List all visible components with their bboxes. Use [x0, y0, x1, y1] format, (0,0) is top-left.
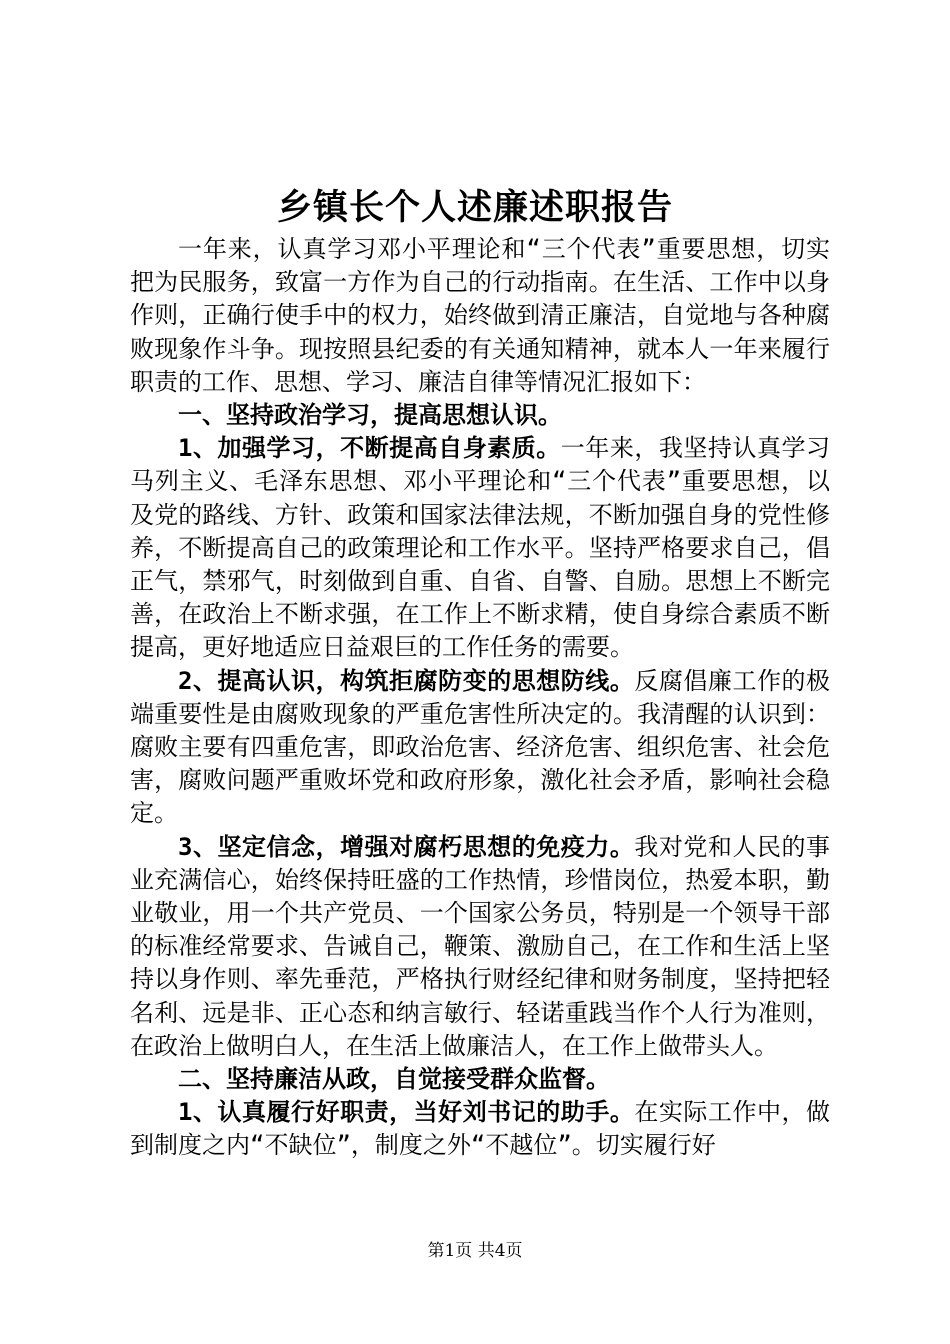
subsection-lead: 2、提高认识，构筑拒腐防变的思想防线。 [178, 666, 635, 695]
subsection-paragraph-1-2 [130, 665, 830, 831]
subsection-paragraph-1-3 [130, 831, 830, 1063]
document-title: 乡镇长个人述廉述职报告 [276, 187, 673, 228]
subsection-paragraph-2-1 [130, 1096, 830, 1162]
page-number-footer: 第1页 共4页 [427, 1241, 523, 1261]
paragraph-text: 反腐倡廉工作的极端重要性是由腐败现象的严重危害性所决定的。我清醒的认识到：腐败主要有四重危害，即政治危害、经济危害、组织危害、社会危害，腐败问题严重败坏党和政府形象，激化社会矛盾，影响社会稳定。 [130, 666, 831, 828]
paragraph-text: 一年来，我坚持认真学习马列主义、毛泽东思想、邓小平理论和“三个代表”重要思想，以及党的路线、方针、政策和国家法律法规，不断加强自身的党性修养，不断提高自己的政策理论和工作水平。坚持严格要求自己，倡正气，禁邪气，时刻做到自重、自省、自警、自励。思想上不断完善，在政治上不断求强，在工作上不断求精，使自身综合素质不断提高，更好地适应日益艰巨的工作任务的需要。 [130, 434, 831, 662]
subsection-paragraph-1-1 [130, 432, 830, 664]
paragraph-text: 我对党和人民的事业充满信心，始终保持旺盛的工作热情，珍惜岗位，热爱本职，勤业敬业，用一个共产党员、一个国家公务员，特别是一个领导干部的标准经常要求、告诫自己，鞭策、激励自己，在工作和生活上坚持以身作则、率先垂范，严格执行财经纪律和财务制度，坚持把轻名利、远是非、正心态和纳言敏行、轻诺重践当作个人行为准则，在政治上做明白人，在生活上做廉洁人，在工作上做带头人。 [130, 832, 831, 1060]
section-heading-2: 二、坚持廉洁从政，自觉接受群众监督。 [178, 1065, 610, 1094]
subsection-lead: 1、认真履行好职责，当好刘书记的助手。 [178, 1098, 635, 1127]
document-body [130, 233, 830, 1163]
paragraph-text: 一年来，认真学习邓小平理论和“三个代表”重要思想，切实把为民服务，致富一方作为自己的行动指南。在生活、工作中以身作则，正确行使手中的权力，始终做到清正廉洁，自觉地与各种腐败现象作斗争。现按照县纪委的有关通知精神，就本人一年来履行职责的工作、思想、学习、廉洁自律等情况汇报如下： [130, 235, 830, 396]
paragraph-text: 在实际工作中，做到制度之内“不缺位”，制度之外“不越位”。切实履行好 [130, 1098, 831, 1160]
subsection-lead: 3、坚定信念，增强对腐朽思想的免疫力。 [178, 832, 635, 861]
intro-paragraph [130, 233, 830, 399]
subsection-lead: 1、加强学习，不断提高自身素质。 [178, 434, 561, 463]
section-heading-1: 一、坚持政治学习，提高思想认识。 [178, 401, 562, 430]
